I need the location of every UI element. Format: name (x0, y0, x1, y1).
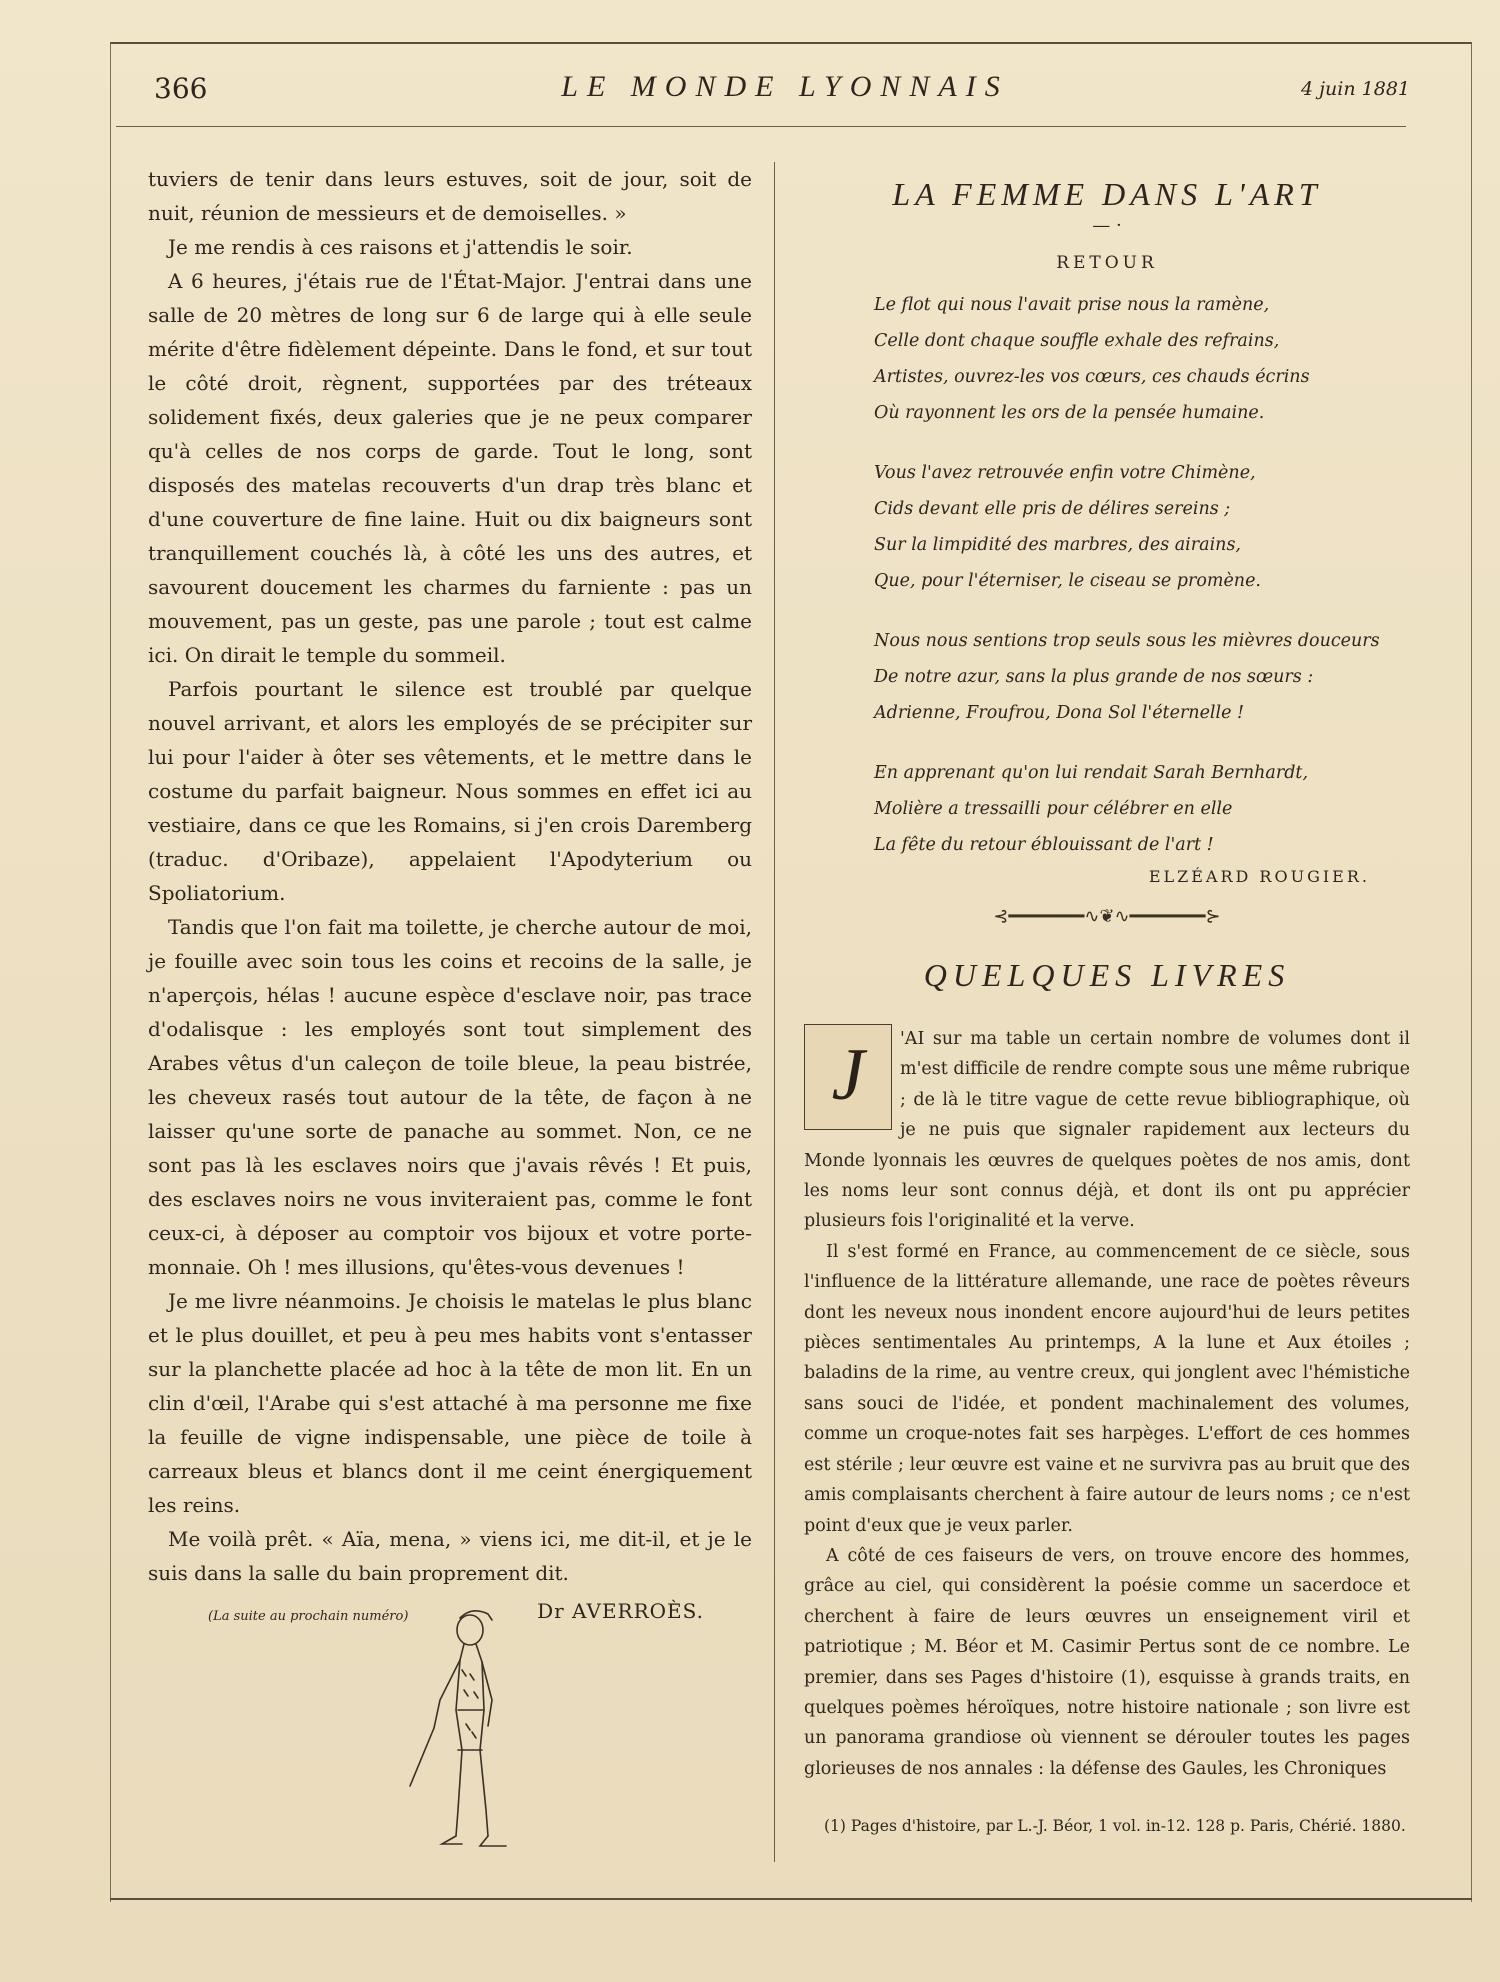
right-column (804, 170, 1410, 1784)
poem-title: LA FEMME DANS L'ART (892, 176, 1322, 212)
left-paragraph: Je me livre néanmoins. Je choisis le matelas le plus blanc et le plus douillet, et peu à peu mes habits vont s'entasser sur la planchette placée ad hoc à la tête de mon lit. En un clin d'œil, l'Arabe qui s'est attaché à ma personne me fixe la feuille de vigne indispensable, une pièce de toile à carreaux bleus et blancs dont il me ceint énergiquement les reins. (148, 1289, 752, 1517)
books-review (804, 1024, 1410, 1784)
poem-stanza (874, 287, 1410, 431)
left-paragraph: Me voilà prêt. « Aïa, mena, » viens ici, me dit-il, et je le suis dans la salle du bain proprement dit. (148, 1527, 752, 1585)
section-divider-ornament: ⊰━━━━━━━∿❦∿━━━━━━━⊱ (993, 906, 1221, 927)
section-title: QUELQUES LIVRES (923, 957, 1291, 993)
masthead: LE MONDE LYONNAIS (561, 70, 1009, 103)
poem-line: En apprenant qu'on lui rendait Sarah Bernhardt, (874, 763, 1309, 783)
left-column (148, 162, 752, 1634)
poem-subtitle: RETOUR (1056, 253, 1158, 273)
dropcap-initial: J (804, 1024, 892, 1130)
poem-stanza (874, 455, 1410, 599)
page-number: 366 (154, 72, 208, 105)
review-paragraph: 'AI sur ma table un certain nombre de volumes dont il m'est difficile de rendre compte sous une même rubrique ; de là le titre vague de cette revue bibliographique, où je ne puis que signaler rapidement aux lecteurs du Monde lyonnais les œuvres de quelques poètes de nos amis, dont les noms leur sont connus déjà, et dont ils ont pu apprécier plusieurs fois l'originalité et la verve. (804, 1029, 1410, 1232)
left-paragraph: tuviers de tenir dans leurs estuves, soit de jour, soit de nuit, réunion de messieurs et de demoiselles. » (148, 167, 752, 225)
poem-line: Vous l'avez retrouvée enfin votre Chimène, (874, 463, 1256, 483)
poem-stanza (874, 623, 1410, 731)
left-paragraph: Tandis que l'on fait ma toilette, je cherche autour de moi, je fouille avec soin tous les coins et recoins de la salle, je n'aperçois, hélas ! aucune espèce d'esclave noir, pas trace d'odalisque : les employés sont tout simplement des Arabes vêtus d'un caleçon de toile bleue, la peau bistrée, les cheveux rasés tout autour de la tête, de façon à ne laisser qu'une sorte de panache au sommet. Non, ce ne sont pas là les esclaves noirs que j'avais rêvés ! Et puis, des esclaves noirs ne vous inviteraient pas, comme le font ceux-ci, à déposer au comptoir vos bijoux et votre porte-monnaie. Oh ! mes illusions, qu'êtes-vous devenues ! (148, 915, 752, 1279)
issue-date: 4 juin 1881 (1301, 78, 1410, 100)
author-signature: Dr AVERROÈS. (537, 1599, 704, 1623)
bather-illustration (400, 1600, 530, 1860)
poem-line: Le flot qui nous l'avait prise nous la ramène, (874, 295, 1270, 315)
column-rule (774, 162, 775, 1862)
left-paragraph: A 6 heures, j'étais rue de l'État-Major. J'entrai dans une salle de 20 mètres de long sur 6 de large qui à elle seule mérite d'être fidèlement dépeinte. Dans le fond, et sur tout le côté droit, règnent, supportées par des tréteaux solidement fixés, deux galeries que je ne peux comparer qu'à celles de nos corps de garde. Tout le long, sont disposés des matelas recouverts d'un drap très blanc et d'une couverture de fine laine. Huit ou dix baigneurs sont tranquillement couchés là, à côté les uns des autres, et savourent doucement les charmes du farniente : pas un mouvement, pas un geste, pas une parole ; tout est calme ici. On dirait le temple du sommeil. (148, 269, 752, 667)
review-paragraph: Il s'est formé en France, au commencement de ce siècle, sous l'influence de la littérature allemande, une race de poètes rêveurs dont les neveux nous inondent encore aujourd'hui de leurs petites pièces sentimentales Au printemps, A la lune et Aux étoiles ; baladins de la rime, au ventre creux, qui jonglent avec l'hémistiche sans souci de l'idée, et pondent machinalement des volumes, comme un croque-notes fait ses harpèges. L'effort de ces hommes est stérile ; leur œuvre est vaine et ne survivra pas au bruit que des amis complaisants cherchent à faire autour de leurs noms ; ce n'est point d'eux que je veux parler. (804, 1241, 1410, 1536)
poem-line: Artistes, ouvrez-les vos cœurs, ces chauds écrins (874, 367, 1310, 387)
poem-line: La fête du retour éblouissant de l'art ! (874, 835, 1214, 855)
poem-stanza (874, 755, 1410, 863)
title-ornament: — · (1092, 215, 1122, 236)
poem-author: ELZÉARD ROUGIER. (1148, 867, 1370, 886)
bottom-rule (110, 1898, 1472, 1900)
poem-line: Molière a tressailli pour célébrer en elle (874, 799, 1233, 819)
page-header (140, 64, 1430, 124)
poem-line: De notre azur, sans la plus grande de nos sœurs : (874, 667, 1314, 687)
continuation-note: (La suite au prochain numéro) (208, 1609, 409, 1624)
poem-line: Adrienne, Froufrou, Dona Sol l'éternelle ! (874, 703, 1245, 723)
poem-line: Celle dont chaque souffle exhale des refrains, (874, 331, 1280, 351)
poem-line: Sur la limpidité des marbres, des airains, (874, 535, 1241, 555)
footnote: (1) Pages d'histoire, par L.-J. Béor, 1 vol. in-12. 128 p. Paris, Chérié. 1880. (824, 1817, 1406, 1835)
poem-line: Que, pour l'éterniser, le ciseau se promène. (874, 571, 1261, 591)
left-paragraph: Je me rendis à ces raisons et j'attendis le soir. (168, 235, 633, 259)
review-paragraph: A côté de ces faiseurs de vers, on trouve encore des hommes, grâce au ciel, qui considèrent la poésie comme un sacerdoce et cherchent à faire de leurs œuvres un enseignement viril et patriotique ; M. Béor et M. Casimir Pertus sont de ce nombre. Le premier, dans ses Pages d'histoire (1), esquisse à grands traits, en quelques poèmes héroïques, notre histoire nationale ; son livre est un panorama grandiose où viennent se dérouler toutes les pages glorieuses de nos annales : la défense des Gaules, les Chroniques (804, 1545, 1410, 1779)
poem-line: Cids devant elle pris de délires sereins ; (874, 499, 1231, 519)
header-rule (116, 126, 1406, 127)
poem-line: Nous nous sentions trop seuls sous les mièvres douceurs (874, 631, 1380, 651)
left-paragraph: Parfois pourtant le silence est troublé par quelque nouvel arrivant, et alors les employés de se précipiter sur lui pour l'aider à ôter ses vêtements, et le mettre dans le costume du parfait baigneur. Nous sommes en effet ici au vestiaire, dans ce que les Romains, si j'en crois Daremberg (traduc. d'Oribaze), appelaient l'Apodyterium ou Spoliatorium. (148, 677, 752, 905)
poem-line: Où rayonnent les ors de la pensée humaine. (874, 403, 1265, 423)
